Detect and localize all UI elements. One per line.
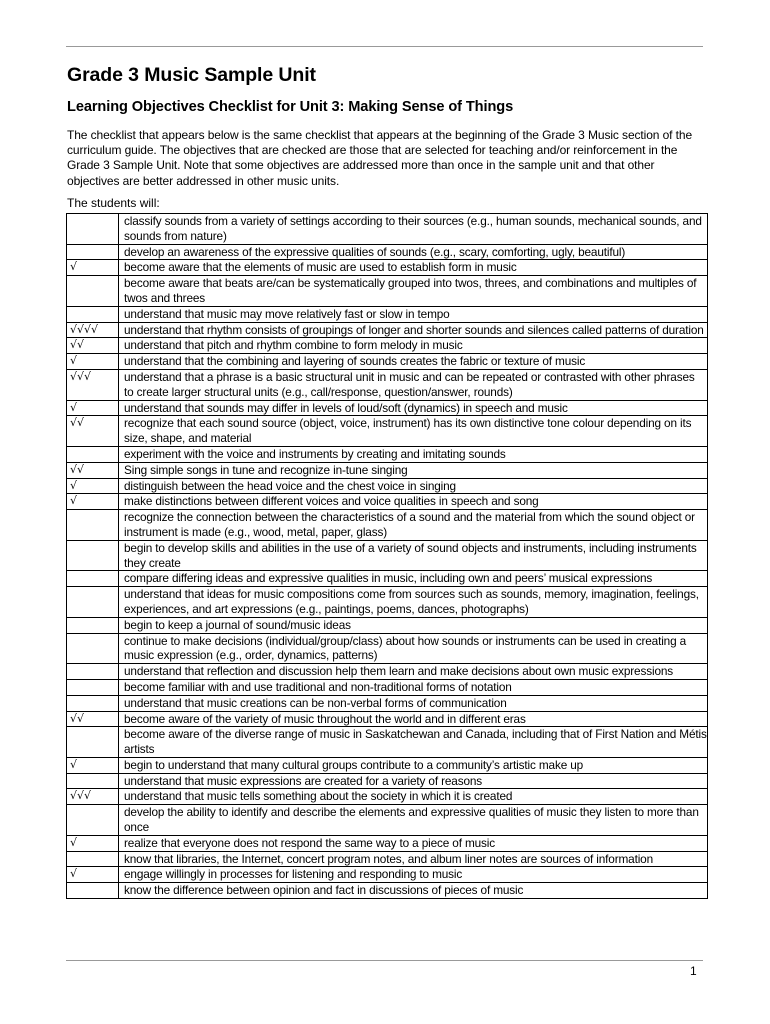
objective-text: understand that a phrase is a basic structural unit in music and can be repeated or contrasted with other phrases to create larger structural units (e.g., call/response, question/answer, rounds) [119, 369, 708, 400]
checkmark-cell [67, 244, 119, 260]
objective-text: become aware that the elements of music are used to establish form in music [119, 260, 708, 276]
objective-text: develop an awareness of the expressive qualities of sounds (e.g., scary, comforting, ugly, beautiful) [119, 244, 708, 260]
checkmark-cell [67, 805, 119, 836]
checkmark-cell [67, 851, 119, 867]
checklist-row [67, 494, 708, 510]
checklist-row [67, 851, 708, 867]
objective-text: develop the ability to identify and describe the elements and expressive qualities of music they listen to more than once [119, 805, 708, 836]
objective-text: engage willingly in processes for listening and responding to music [119, 867, 708, 883]
checklist-row [67, 883, 708, 899]
checklist-row [67, 587, 708, 618]
checklist-row [67, 306, 708, 322]
objective-text: understand that music tells something about the society in which it is created [119, 789, 708, 805]
checklist-row [67, 789, 708, 805]
checkmark-cell: √ [67, 835, 119, 851]
objective-text: begin to develop skills and abilities in the use of a variety of sound objects and instruments, including instruments they create [119, 540, 708, 571]
checklist-row [67, 540, 708, 571]
objective-text: recognize the connection between the characteristics of a sound and the material from which the sound object or instrument is made (e.g., wood, metal, paper, glass) [119, 510, 708, 541]
checkmark-cell [67, 679, 119, 695]
checklist-row [67, 867, 708, 883]
objective-text: begin to keep a journal of sound/music ideas [119, 617, 708, 633]
checkmark-cell [67, 306, 119, 322]
objective-text: make distinctions between different voices and voice qualities in speech and song [119, 494, 708, 510]
checkmark-cell [67, 695, 119, 711]
objective-text: become familiar with and use traditional and non-traditional forms of notation [119, 679, 708, 695]
checkmark-cell [67, 773, 119, 789]
checklist-row [67, 571, 708, 587]
checklist-row [67, 322, 708, 338]
checklist-row [67, 711, 708, 727]
checklist-row [67, 835, 708, 851]
objective-text: begin to understand that many cultural groups contribute to a community’s artistic make up [119, 757, 708, 773]
objective-text: know that libraries, the Internet, concert program notes, and album liner notes are sources of information [119, 851, 708, 867]
checklist-row [67, 244, 708, 260]
checklist-row [67, 805, 708, 836]
objective-text: distinguish between the head voice and the chest voice in singing [119, 478, 708, 494]
checklist-row [67, 462, 708, 478]
objective-text: know the difference between opinion and fact in discussions of pieces of music [119, 883, 708, 899]
objective-text: understand that rhythm consists of groupings of longer and shorter sounds and silences called patterns of duration [119, 322, 708, 338]
objective-text: experiment with the voice and instruments by creating and imitating sounds [119, 446, 708, 462]
checklist-row [67, 757, 708, 773]
checklist-row [67, 416, 708, 447]
checkmark-cell: √ [67, 494, 119, 510]
checklist-row [67, 664, 708, 680]
checkmark-cell: √√√√ [67, 322, 119, 338]
checklist-row [67, 679, 708, 695]
checklist-row [67, 354, 708, 370]
objective-text: realize that everyone does not respond the same way to a piece of music [119, 835, 708, 851]
checkmark-cell [67, 727, 119, 758]
checklist-row [67, 260, 708, 276]
objective-text: understand that pitch and rhythm combine to form melody in music [119, 338, 708, 354]
intro-paragraph: The checklist that appears below is the same checklist that appears at the beginning of the Grade 3 Music section of the curriculum guide. The objectives that are checked are those that are selected for teaching and/or reinforcement in the Grade 3 Sample Unit. Note that some objectives are addressed more than once in the sample unit and that other objectives are better addressed in other music units. [67, 128, 693, 188]
checklist-row [67, 617, 708, 633]
objective-text: continue to make decisions (individual/group/class) about how sounds or instruments can be used in creating a music expression (e.g., order, dynamics, patterns) [119, 633, 708, 664]
checkmark-cell [67, 214, 119, 245]
checkmark-cell: √√ [67, 338, 119, 354]
checkmark-cell [67, 633, 119, 664]
checklist-row [67, 727, 708, 758]
objective-text: understand that reflection and discussion help them learn and make decisions about own music expressions [119, 664, 708, 680]
checklist-row [67, 695, 708, 711]
checkmark-cell: √ [67, 400, 119, 416]
checkmark-cell [67, 446, 119, 462]
objective-text: understand that music expressions are created for a variety of reasons [119, 773, 708, 789]
checkmark-cell [67, 587, 119, 618]
page-title: Grade 3 Music Sample Unit [67, 64, 316, 86]
objective-text: Sing simple songs in tune and recognize in-tune singing [119, 462, 708, 478]
objective-text: recognize that each sound source (object, voice, instrument) has its own distinctive tone colour depending on its size, shape, and material [119, 416, 708, 447]
checklist-row [67, 276, 708, 307]
checkmark-cell [67, 276, 119, 307]
footer-rule [66, 960, 703, 961]
objective-text: become aware of the variety of music throughout the world and in different eras [119, 711, 708, 727]
objective-text: become aware that beats are/can be systematically grouped into twos, threes, and combinations and multiples of twos and threes [119, 276, 708, 307]
checklist-row [67, 214, 708, 245]
checklist-row [67, 510, 708, 541]
checklist-row [67, 400, 708, 416]
checkmark-cell: √ [67, 757, 119, 773]
checklist-row [67, 773, 708, 789]
checklist-row [67, 369, 708, 400]
checkmark-cell: √ [67, 354, 119, 370]
checkmark-cell: √√ [67, 416, 119, 447]
objective-text: understand that music may move relatively fast or slow in tempo [119, 306, 708, 322]
checklist-row [67, 446, 708, 462]
checklist-row [67, 478, 708, 494]
checkmark-cell [67, 510, 119, 541]
page-number: 1 [690, 964, 697, 978]
section-subtitle: Learning Objectives Checklist for Unit 3: Making Sense of Things [67, 99, 514, 115]
objective-text: understand that the combining and layering of sounds creates the fabric or texture of music [119, 354, 708, 370]
checkmark-cell [67, 571, 119, 587]
objective-text: become aware of the diverse range of music in Saskatchewan and Canada, including that of First Nation and Métis artists [119, 727, 708, 758]
objective-text: understand that music creations can be non-verbal forms of communication [119, 695, 708, 711]
checkmark-cell: √ [67, 478, 119, 494]
checkmark-cell [67, 883, 119, 899]
checklist-lead: The students will: [67, 196, 160, 210]
checkmark-cell: √√√ [67, 369, 119, 400]
checkmark-cell [67, 540, 119, 571]
checkmark-cell [67, 664, 119, 680]
header-rule [66, 46, 703, 47]
checklist-row [67, 338, 708, 354]
objectives-checklist [66, 213, 708, 899]
checkmark-cell: √ [67, 867, 119, 883]
checkmark-cell: √√ [67, 462, 119, 478]
checkmark-cell [67, 617, 119, 633]
objective-text: compare differing ideas and expressive qualities in music, including own and peers’ musical expressions [119, 571, 708, 587]
objective-text: understand that ideas for music compositions come from sources such as sounds, memory, imagination, feelings, experiences, and art expressions (e.g., paintings, poems, dances, photographs) [119, 587, 708, 618]
objective-text: understand that sounds may differ in levels of loud/soft (dynamics) in speech and music [119, 400, 708, 416]
checkmark-cell: √√√ [67, 789, 119, 805]
checklist-row [67, 633, 708, 664]
objective-text: classify sounds from a variety of settings according to their sources (e.g., human sounds, mechanical sounds, and sounds from nature) [119, 214, 708, 245]
checkmark-cell: √√ [67, 711, 119, 727]
checkmark-cell: √ [67, 260, 119, 276]
